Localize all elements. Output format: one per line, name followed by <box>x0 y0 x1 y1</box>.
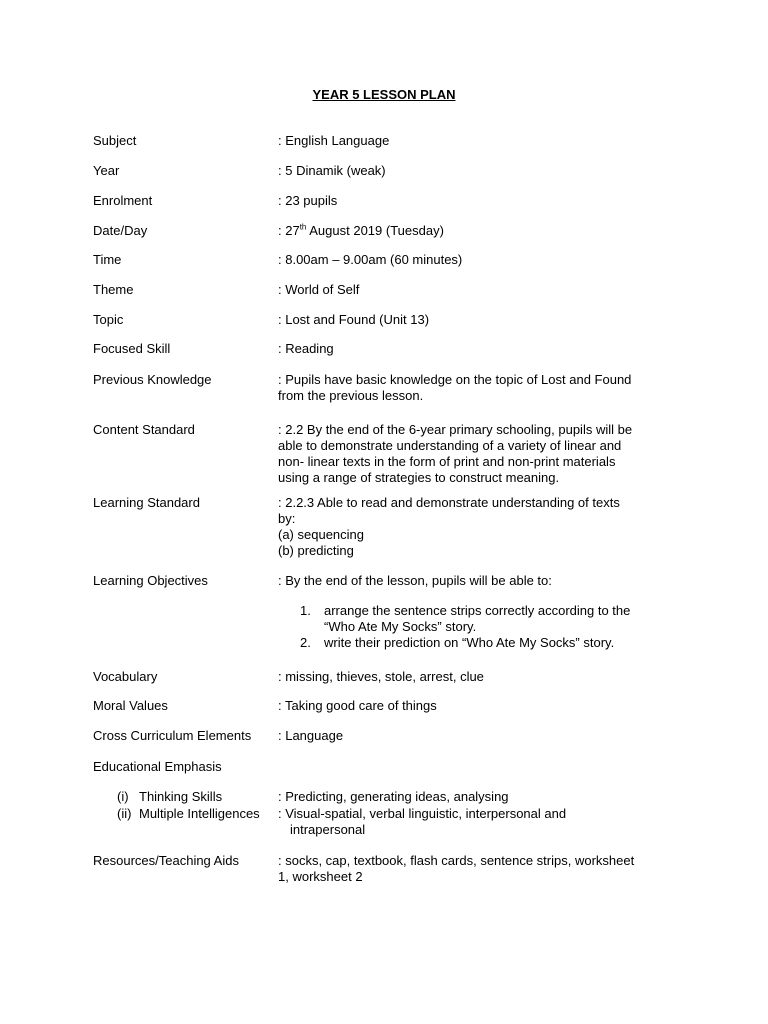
learning-standard-label: Learning Standard <box>93 495 200 510</box>
year-value: : 5 Dinamik (weak) <box>278 163 386 178</box>
date-value-rest: August 2019 (Tuesday) <box>306 223 444 238</box>
date-value-ordinal: th <box>299 222 307 232</box>
time-value: : 8.00am – 9.00am (60 minutes) <box>278 252 463 267</box>
emphasis-numeral: (i) <box>117 789 129 804</box>
subject-label: Subject <box>93 133 137 148</box>
moral-values-label: Moral Values <box>93 698 168 713</box>
emphasis-numeral: (ii) <box>117 806 132 821</box>
vocabulary-label: Vocabulary <box>93 669 158 684</box>
learning-standard-line: (a) sequencing <box>278 527 364 542</box>
cross-curriculum-label: Cross Curriculum Elements <box>93 728 252 743</box>
objective-text: arrange the sentence strips correctly according to the <box>324 603 631 618</box>
objective-text: write their prediction on “Who Ate My Socks” story. <box>324 635 615 650</box>
learning-objectives-value: : By the end of the lesson, pupils will be able to: <box>278 573 552 588</box>
date-value <box>278 223 673 239</box>
vocabulary-value: : missing, thieves, stole, arrest, clue <box>278 669 484 684</box>
topic-label: Topic <box>93 312 124 327</box>
content-standard-label: Content Standard <box>93 422 195 437</box>
content-standard-line: non- linear texts in the form of print and non-print materials <box>278 454 616 469</box>
learning-standard-line: by: <box>278 511 296 526</box>
emphasis-label: Multiple Intelligences <box>139 806 260 821</box>
learning-objectives-label: Learning Objectives <box>93 573 208 588</box>
cross-curriculum-value: : Language <box>278 728 344 743</box>
emphasis-value <box>278 789 678 805</box>
content-standard-line: using a range of strategies to construct meaning. <box>278 470 560 485</box>
objectives-list <box>300 603 680 651</box>
focused-skill-value: : Reading <box>278 341 334 356</box>
enrolment-value: : 23 pupils <box>278 193 338 208</box>
topic-value: : Lost and Found (Unit 13) <box>278 312 430 327</box>
objective-number: 2. <box>300 635 311 650</box>
objective-text: “Who Ate My Socks” story. <box>324 619 477 634</box>
content-standard-value <box>278 422 673 486</box>
learning-standard-value <box>278 495 673 559</box>
educational-emphasis-label: Educational Emphasis <box>93 759 222 774</box>
date-value-day: : 27 <box>278 223 300 238</box>
content-standard-line: : 2.2 By the end of the 6-year primary schooling, pupils will be <box>278 422 633 437</box>
time-label: Time <box>93 252 122 267</box>
date-label: Date/Day <box>93 223 148 238</box>
objective-number: 1. <box>300 603 311 618</box>
content-standard-line: able to demonstrate understanding of a variety of linear and <box>278 438 622 453</box>
emphasis-value <box>278 806 678 838</box>
resources-line: 1, worksheet 2 <box>278 869 363 884</box>
subject-value: : English Language <box>278 133 390 148</box>
objective-item <box>300 603 680 635</box>
year-label: Year <box>93 163 120 178</box>
focused-skill-label: Focused Skill <box>93 341 171 356</box>
learning-standard-line: : 2.2.3 Able to read and demonstrate understanding of texts <box>278 495 620 510</box>
emphasis-value-line: : Visual-spatial, verbal linguistic, interpersonal and <box>278 806 567 821</box>
emphasis-value-line: intrapersonal <box>290 822 366 837</box>
objective-item <box>300 635 680 651</box>
previous-knowledge-line: : Pupils have basic knowledge on the topic of Lost and Found <box>278 372 632 387</box>
resources-label: Resources/Teaching Aids <box>93 853 239 868</box>
learning-standard-line: (b) predicting <box>278 543 354 558</box>
enrolment-label: Enrolment <box>93 193 153 208</box>
theme-label: Theme <box>93 282 134 297</box>
theme-value: : World of Self <box>278 282 360 297</box>
emphasis-label: Thinking Skills <box>139 789 223 804</box>
resources-line: : socks, cap, textbook, flash cards, sentence strips, worksheet <box>278 853 635 868</box>
page-title: YEAR 5 LESSON PLAN <box>312 87 456 102</box>
emphasis-value-line: : Predicting, generating ideas, analysing <box>278 789 509 804</box>
moral-values-value: : Taking good care of things <box>278 698 437 713</box>
previous-knowledge-value <box>278 372 673 404</box>
resources-value <box>278 853 673 885</box>
previous-knowledge-line: from the previous lesson. <box>278 388 424 403</box>
previous-knowledge-label: Previous Knowledge <box>93 372 212 387</box>
